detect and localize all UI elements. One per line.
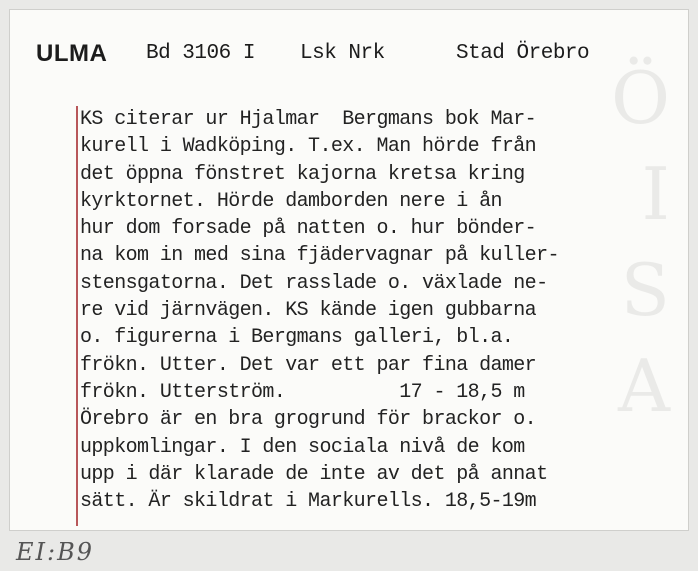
- shelfmark: Bd 3106 I: [146, 42, 255, 65]
- index-card: [9, 9, 689, 531]
- text-line: hur dom forsade på natten o. hur bönder-: [80, 217, 537, 241]
- show-through-background: Ö I S A: [610, 56, 670, 428]
- text-line: sätt. Är skildrat i Markurells. 18,5-19m: [80, 490, 537, 514]
- archive-name: ULMA: [36, 40, 108, 67]
- text-line: KS citerar ur Hjalmar Bergmans bok Mar-: [80, 108, 537, 131]
- text-line: det öppna fönstret kajorna kretsa kring: [80, 162, 525, 186]
- text-line: Örebro är en bra grogrund för brackor o.: [80, 408, 537, 432]
- text-line: stensgatorna. Det rasslade o. växlade ne-: [80, 271, 548, 295]
- text-line: kurell i Wadköping. T.ex. Man hörde från: [80, 135, 537, 159]
- text-line: kyrktornet. Hörde damborden nere i ån: [80, 189, 502, 213]
- text-line: frökn. Utterström. 17 - 18,5 m: [80, 380, 525, 404]
- text-line: frökn. Utter. Det var ett par fina damer: [80, 353, 537, 377]
- place: Stad Örebro: [456, 42, 590, 65]
- text-line: uppkomlingar. I den sociala nivå de kom: [80, 435, 525, 459]
- margin-rule: [76, 106, 78, 526]
- district: Lsk Nrk: [300, 42, 385, 65]
- card-body-text: [80, 106, 680, 515]
- handwritten-annotation: EI:B9: [16, 538, 94, 566]
- text-line: re vid järnvägen. KS kände igen gubbarna: [80, 299, 537, 323]
- text-line: na kom in med sina fjädervagnar på kuller-: [80, 244, 559, 268]
- text-line: upp i där klarade de inte av det på annat: [80, 462, 548, 486]
- text-line: o. figurerna i Bergmans galleri, bl.a.: [80, 326, 514, 350]
- card-header: [36, 40, 676, 74]
